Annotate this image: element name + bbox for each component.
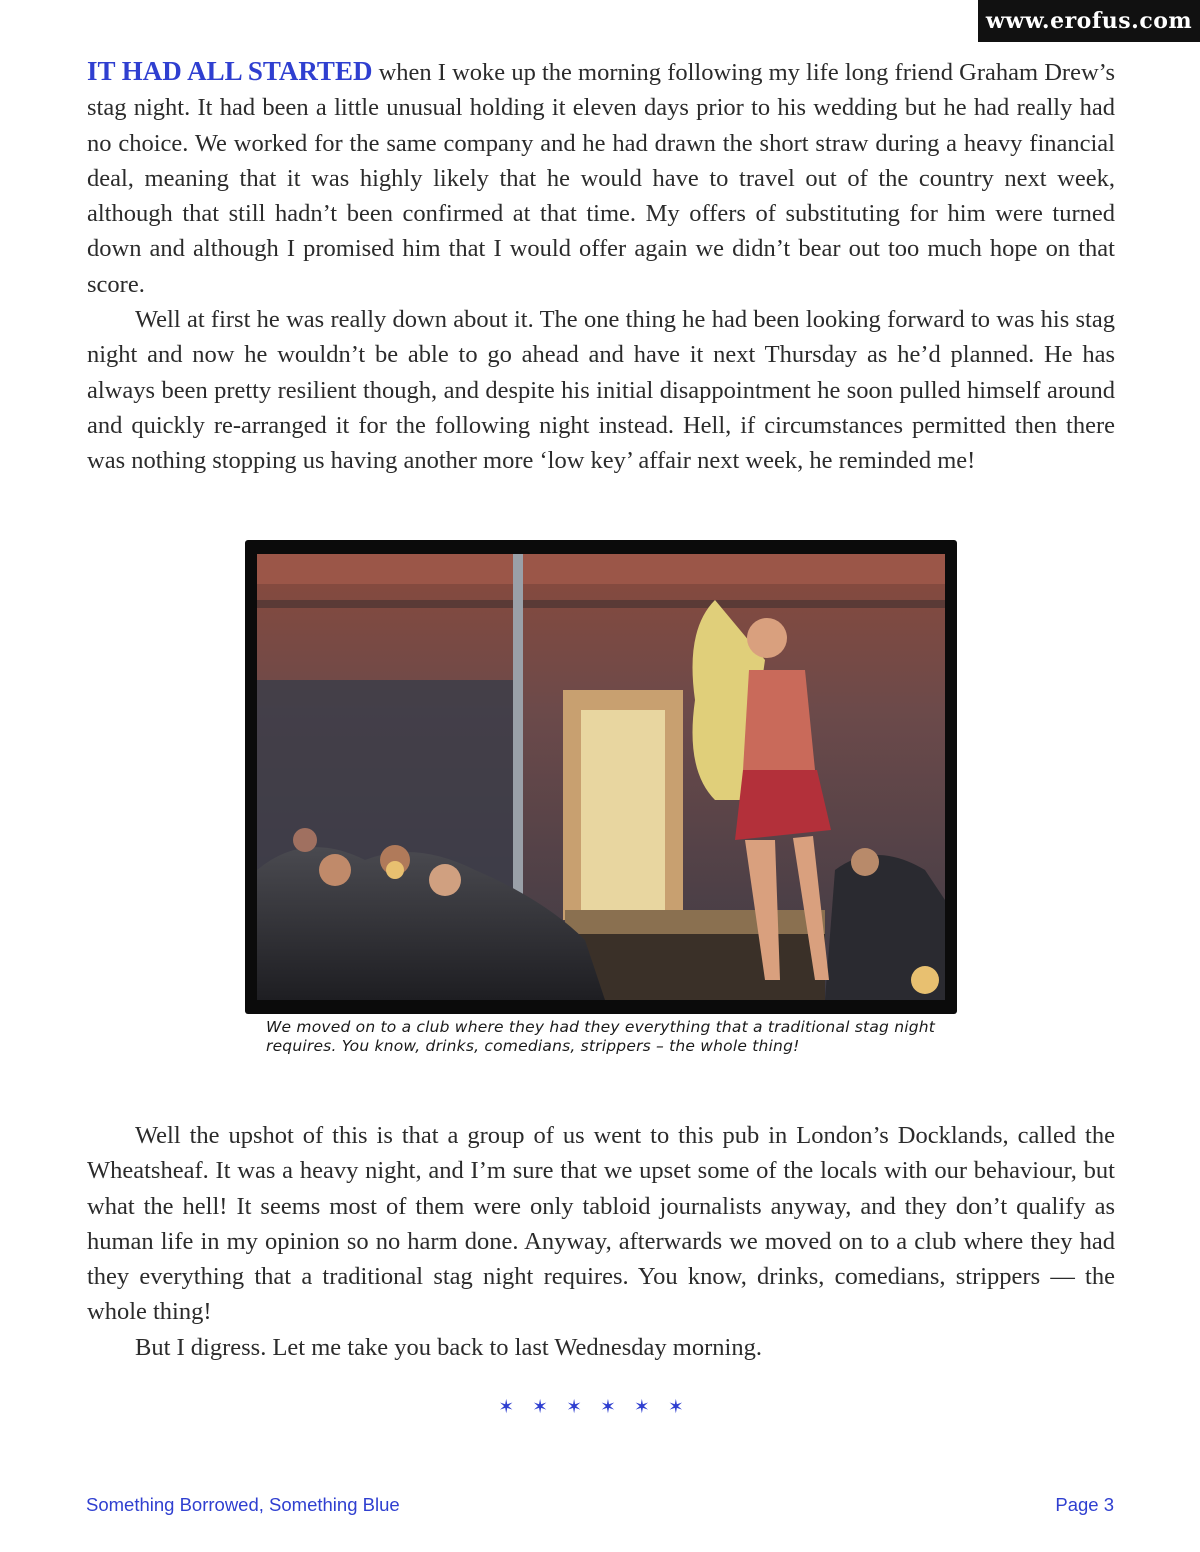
comic-panel-illustration [245, 540, 957, 1014]
continuation-text [87, 1118, 1115, 1365]
section-separator-stars: ✶✶✶✶✶✶ [498, 1396, 702, 1418]
paragraph-1-body: when I woke up the morning following my life long friend Graham Drew’s stag night. It had been a little unusual holding it eleven days prior to his wedding but he had really had no choice. We worked for the same company and he had drawn the short straw during a heavy financial deal, meaning that it was highly likely that he would have to travel out of the country next week, although that still hadn’t been confirmed at that time. My offers of substituting for him were turned down and although I promised him that I would offer again we didn’t bear out too much hope on that score. [87, 59, 1115, 298]
panel-caption: We moved on to a club where they had they everything that a traditional stag night requires. You know, drinks, comedians, strippers – the whole thing! [266, 1018, 936, 1055]
site-watermark: www.erofus.com [978, 0, 1200, 42]
footer-book-title: Something Borrowed, Something Blue [86, 1494, 400, 1515]
lead-in-heading: IT HAD ALL STARTED [87, 56, 373, 86]
footer-page-number: Page 3 [1055, 1494, 1114, 1515]
intro-text [87, 54, 1115, 479]
paragraph-4: But I digress. Let me take you back to last Wednesday morning. [135, 1333, 762, 1361]
paragraph-3: Well the upshot of this is that a group of us went to this pub in London’s Docklands, called the Wheatsheaf. It was a heavy night, and I’m sure that we upset some of the locals with our behaviour, but what the hell! It seems most of them were only tabloid journalists anyway, and they don’t qualify as human life in my opinion so no harm done. Anyway, afterwards we moved on to a club where they had they everything that a traditional stag night requires. You know, drinks, comedians, strippers — the whole thing! [87, 1122, 1115, 1326]
paragraph-2: Well at first he was really down about it. The one thing he had been looking forward to was his stag night and now he wouldn’t be able to go ahead and have it next Thursday as he’d planned. He has always been pretty resilient though, and despite his initial disappointment he soon pulled himself around and quickly re-arranged it for the following night instead. Hell, if circumstances permitted then there was nothing stopping us having another more ‘low key’ affair next week, he reminded me! [87, 306, 1115, 475]
club-scene-drawing [245, 540, 957, 1014]
paragraph-1 [87, 54, 1115, 302]
